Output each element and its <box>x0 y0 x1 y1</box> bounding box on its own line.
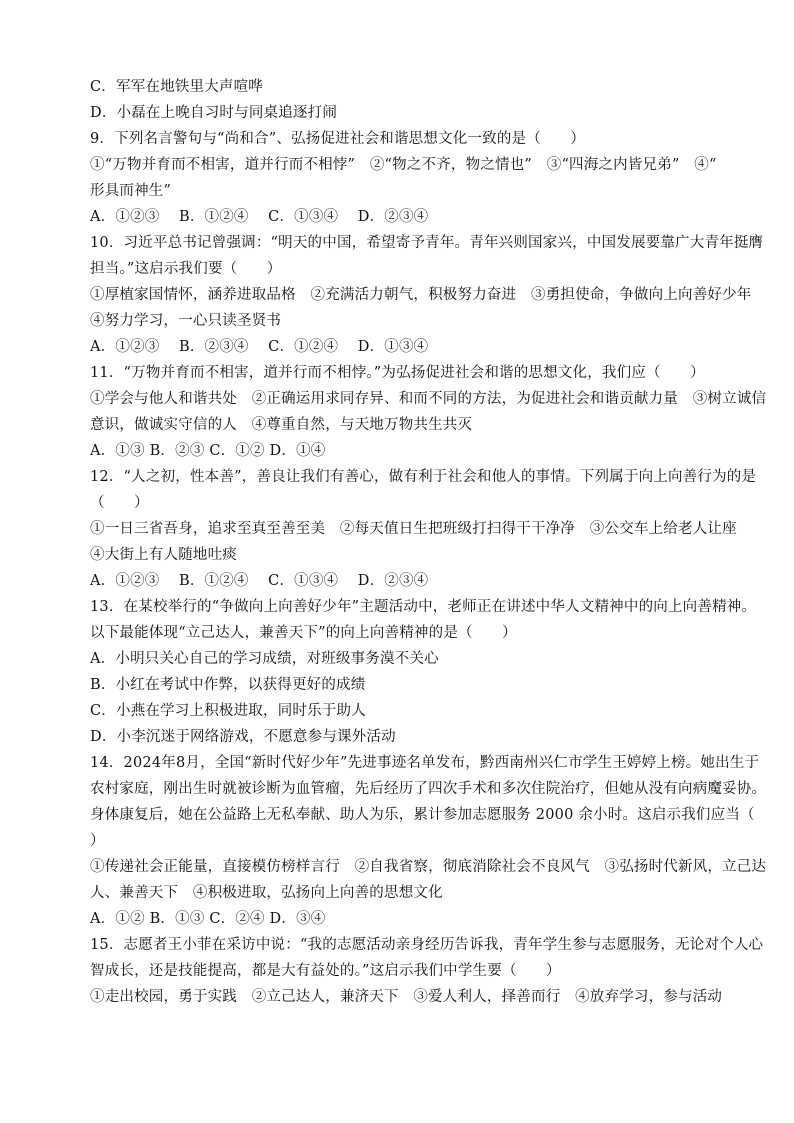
question-12-options: A．①②③ B．①②④ C．①③④ D．②③④ <box>90 573 429 589</box>
question-9-statements-1: ①“万物并育而不相害，道并行而不相悖” ②“物之不齐，物之情也” ③“四海之内皆兄弟” ④“ <box>90 157 717 173</box>
exam-page <box>90 74 767 1010</box>
question-14-options: A．①② B．①③ C．②④ D．③④ <box>90 911 326 927</box>
question-13-option-d: D．小李沉迷于网络游戏，不愿意参与课外活动 <box>90 729 396 745</box>
option-d-q8: D．小磊在上晚自习时与同桌追逐打闹 <box>90 105 338 121</box>
question-14-stem-1: 14．2024年8月，全国“新时代好少年”先进事迹名单发布，黔西南州兴仁市学生王婷婷上榜。她出生于 <box>90 755 760 771</box>
question-9-statements-2: 形具而神生” <box>90 183 172 199</box>
question-13-stem-2: 以下最能体现“立己达人，兼善天下”的向上向善精神的是（ ） <box>90 625 517 641</box>
question-11-statements-1: ①学会与他人和谐共处 ②正确运用求同存异、和而不同的方法，为促进社会和谐贡献力量 ③树立诚信 <box>90 391 767 407</box>
question-11-stem: 11．“万物并育而不相害，道并行而不相悖。”为弘扬促进社会和谐的思想文化，我们应（ ） <box>90 365 705 381</box>
question-12-stem-1: 12．“人之初，性本善”，善良让我们有善心，做有利于社会和他人的事情。下列属于向上向善行为的是 <box>90 469 757 485</box>
question-9-stem: 9．下列名言警句与“尚和合”、弘扬促进社会和谐思想文化一致的是（ ） <box>90 131 586 147</box>
question-13-option-b: B．小红在考试中作弊，以获得更好的成绩 <box>90 677 366 693</box>
question-15-statements: ①走出校园，勇于实践 ②立己达人，兼济天下 ③爱人利人，择善而行 ④放弃学习，参与活动 <box>90 989 723 1005</box>
question-13-option-a: A．小明只关心自己的学习成绩，对班级事务漠不关心 <box>90 651 439 667</box>
question-10-stem-2: 担当。”这启示我们要（ ） <box>90 261 282 277</box>
question-15-stem-2: 智成长，还是技能提高，都是大有益处的。”这启示我们中学生要（ ） <box>90 963 561 979</box>
question-14-stem-4: ） <box>90 833 105 849</box>
question-13-stem-1: 13．在某校举行的“争做向上向善好少年”主题活动中，老师正在讲述中华人文精神中的向上向善精神。 <box>90 599 757 615</box>
question-15-stem-1: 15．志愿者王小菲在采访中说：“我的志愿活动亲身经历告诉我，青年学生参与志愿服务，无论对个人心 <box>90 937 764 953</box>
question-10-statements-1: ①厚植家国情怀，涵养进取品格 ②充满活力朝气，积极努力奋进 ③勇担使命，争做向上向善好少年 <box>90 287 752 303</box>
question-13-option-c: C．小燕在学习上积极进取，同时乐于助人 <box>90 703 366 719</box>
question-11-options: A．①③ B．②③ C．①② D．①④ <box>90 443 326 459</box>
question-10-options: A．①②③ B．②③④ C．①②④ D．①③④ <box>90 339 429 355</box>
question-14-stem-3: 身体康复后，她在公益路上无私奉献、助人为乐，累计参加志愿服务 2000 余小时。这启示我们应当（ <box>90 807 755 823</box>
question-14-stem-2: 农村家庭，刚出生时就被诊断为血管瘤，先后经历了四次手术和多次住院治疗，但她从没有向病魔妥协。 <box>90 781 767 797</box>
option-c-q8: C．军军在地铁里大声喧哗 <box>90 79 263 95</box>
question-14-statements-1: ①传递社会正能量，直接模仿榜样言行 ②自我省察，彻底消除社会不良风气 ③弘扬时代新风，立己达 <box>90 859 767 875</box>
question-9-options: A．①②③ B．①②④ C．①③④ D．②③④ <box>90 209 429 225</box>
question-11-statements-2: 意识，做诚实守信的人 ④尊重自然，与天地万物共生共灭 <box>90 417 473 433</box>
question-12-statements-2: ④大街上有人随地吐痰 <box>90 547 237 563</box>
question-10-stem-1: 10．习近平总书记曾强调：“明天的中国，希望寄予青年。青年兴则国家兴，中国发展要靠广大青年挺膺 <box>90 235 764 251</box>
question-10-statements-2: ④努力学习，一心只读圣贤书 <box>90 313 282 329</box>
question-14-statements-2: 人、兼善天下 ④积极进取，弘扬向上向善的思想文化 <box>90 885 443 901</box>
question-12-stem-2: （ ） <box>90 495 149 511</box>
question-12-statements-1: ①一日三省吾身，追求至真至善至美 ②每天值日生把班级打扫得干干净净 ③公交车上给老人让座 <box>90 521 737 537</box>
